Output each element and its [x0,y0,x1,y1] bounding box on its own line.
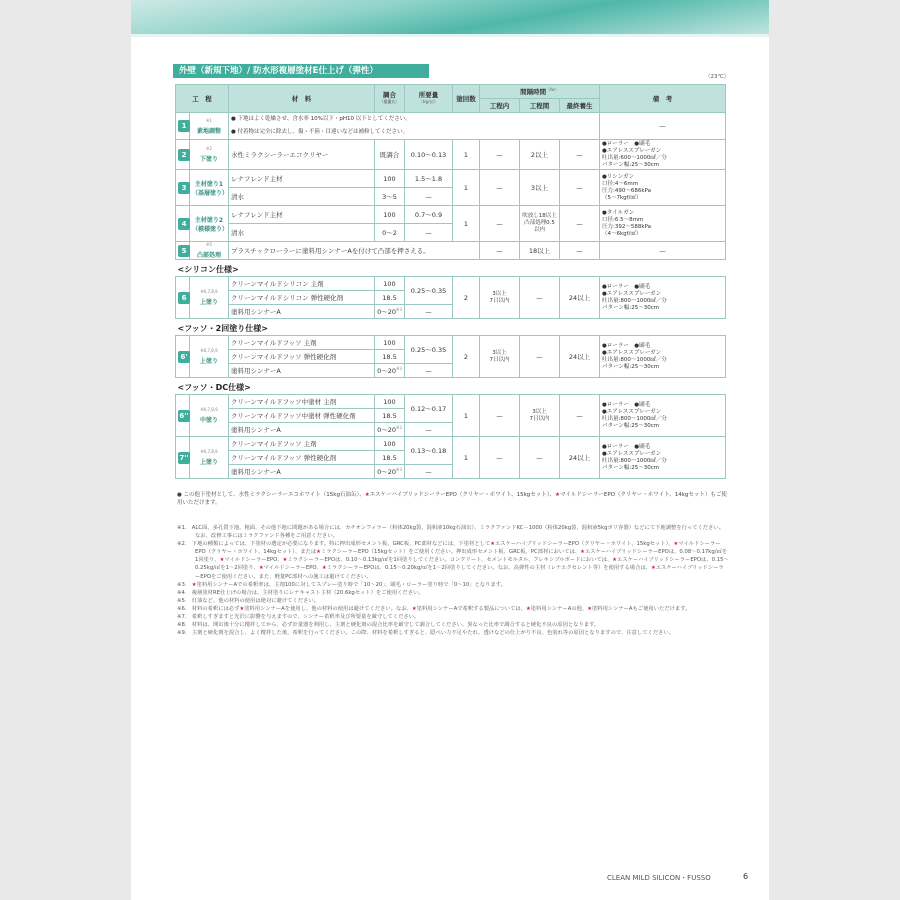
remark: — [600,242,726,260]
step-badge: 4 [178,218,190,230]
mix: 既調合 [375,140,405,170]
interval-in: 3以上 7日以内 [480,277,520,319]
interval-between: 吹放し18以上 凸部処理0.5以内 [520,206,560,242]
coats: 1 [453,140,480,170]
amount: — [405,188,453,206]
interval-final: — [560,395,600,437]
star-mark: ★ [612,557,618,564]
amount: 0.25〜0.35 [405,277,453,305]
step-name: 中塗り [199,417,218,424]
step-name: 主材塗り1 [194,180,224,188]
table-row: 6' $^{※6,7,8,9}$ 上塗り クリーンマイルドフッソ 主剤 100 0.25〜0.35 2 3以上 7日以内 — 24以上 ●ローラー ●刷毛 ●エアレススプレーガン 吐出量:800〜1000㎖／分 パターン幅:25〜30cm [176,336,726,350]
note-item: ※4. 複層塗材RE仕上げの場合は、主材塗りにレナキャスト主材（20.6kgセット）をご使用ください。 [177,589,424,596]
top-divider [131,34,769,37]
header-material: 材 料 [229,85,375,113]
star-mark: ★ [411,605,417,612]
spec-title: 外壁（新規下地）/ 防水形複層塗材E仕上げ（弾性） [173,64,429,78]
material: 塗料用シンナーA [229,423,375,437]
catalog-page [131,0,769,900]
step-badge: 5 [178,245,190,257]
mix: 0〜20$^{※3}$ [375,364,405,378]
interval-final: — [560,140,600,170]
step-name: 上塗り [199,358,218,365]
remark: ●タイルガン 口径:6.5〜8mm 圧力:392〜588kPa （4〜6kgf/㎠） [600,206,726,242]
material: クリーンマイルドフッソ 主剤 [229,336,375,350]
star-mark: ★ [239,605,245,612]
material: クリーンマイルドフッソ 主剤 [229,437,375,451]
header-final: 最終養生 [560,99,600,113]
interval-final: 24以上 [560,336,600,378]
mix: 18.5 [375,350,405,364]
note-item: ※9. 主剤と硬化剤を混合し、よく攪拌した後、希釈を行ってください。この際、材料を希釈しすぎると、隠ぺい力不足やたれ、透けなどの仕上がり不良、色別れ等の原因となりますので、注意してください。 [177,630,675,637]
material: レナフレンド主材 [229,206,375,224]
section-heading-row [176,260,726,277]
star-mark: ★ [587,605,592,612]
amount: 0.25〜0.35 [405,336,453,364]
header-remarks: 備 考 [600,85,726,113]
step-name: 主材塗り2 [194,216,224,224]
header-process: 工 程 [176,85,229,113]
coats: 1 [453,170,480,206]
interval-between: 3以上 [520,170,560,206]
footer-product-name: CLEAN MILD SILICON・FUSSO [607,874,711,882]
interval-in: — [480,206,520,242]
remark: ●リシンガン 口径:4〜6mm 圧力:490〜686kPa （5〜7kgf/㎠） [600,170,726,206]
table-row: 4 主材塗り2 （模様塗り） レナフレンド主材 100 0.7〜0.9 1 — 吹放し18以上 凸部処理0.5以内 — ●タイルガン 口径:6.5〜8mm 圧力:392〜588kPa （4〜6kgf/㎠） [176,206,726,224]
material: クリーンマイルドシリコン 主剤 [229,277,375,291]
section-fussodc-heading: <フッソ・DC仕様> [176,378,726,395]
note-item: ※7. 希釈しすぎますと光沢に影響を与えますので、シンナー希釈率及び所要量を厳守してください。 [177,614,420,621]
step-badge: 6'' [179,411,189,420]
star-mark: ★ [673,541,679,548]
mix: 100 [375,206,405,224]
header-coats: 塗回数 [453,85,480,113]
table-row: 7'' $^{※6,7,8,9}$ 上塗り クリーンマイルドフッソ 主剤 100 0.13〜0.18 1 — — 24以上 ●ローラー ●刷毛 ●エアレススプレーガン 吐出量:800〜1000㎖／分 パターン幅:25〜30cm [176,437,726,451]
note-item: ※3. ★塗料用シンナーAでの希釈率は、主剤100に対してスプレー塗り時で「10〜20」、刷毛・ローラー塗り時で「0〜10」となります。 [177,581,506,588]
page-number: 6 [743,872,749,881]
material: クリーンマイルドシリコン 弾性硬化剤 [229,291,375,305]
amount: — [405,465,453,479]
mix: 0〜2 [375,224,405,242]
amount: — [405,224,453,242]
step-name: 下塗り [199,156,218,163]
mix: 100 [375,170,405,188]
amount: 1.5〜1.8 [405,170,453,188]
amount: 0.12〜0.17 [405,395,453,423]
interval-between: 3以上 7日以内 [520,395,560,437]
coats: 2 [453,277,480,319]
step-badge: 3 [178,182,190,194]
base-prep-text2: ● 付着物は完全に除去し、傷・不陸・目違いなどは補修してください。 [229,126,600,140]
step-name: 凸部処理 [196,252,221,259]
interval-between: 2以上 [520,140,560,170]
mix: 100 [375,277,405,291]
star-mark: ★ [321,565,327,572]
star-mark: ★ [580,549,585,556]
top-decorative-band [131,0,769,34]
star-mark: ★ [364,492,370,498]
remark: ●ローラー ●刷毛 ●エアレススプレーガン 吐出量:800〜1000㎖／分 パターン幅:25〜30cm [600,336,726,378]
interval-in: — [480,140,520,170]
star-mark: ★ [316,549,321,556]
interval-in: — [480,242,520,260]
note-item: ※8. 材料は、開缶後十分に攪拌してから、必ず計量器を利用し、主剤と硬化剤の混合比率を厳守して調合してください。異なった比率で調合すると硬化不良の原因となります。 [177,622,600,629]
table-row: 6'' $^{※6,7,8,9}$ 中塗り クリーンマイルドフッソ中塗材 主剤 100 0.12〜0.17 1 — 3以上 7日以内 — ●ローラー ●刷毛 ●エアレススプレーガン 吐出量:800〜1000㎖／分 パターン幅:25〜30cm [176,395,726,409]
star-mark: ★ [526,605,531,612]
temperature-note: （23℃） [705,74,730,80]
step-name: 上塗り [199,459,218,466]
star-mark: ★ [650,565,656,572]
table-row: 5 $^{※5}$ 凸部処理 プラスチックローラーに塗料用シンナーAを付けて凸部を押さえる。 — 18以上 — — [176,242,726,260]
material: クリーンマイルドフッソ 弾性硬化剤 [229,451,375,465]
coats: 2 [453,336,480,378]
step-badge: 1 [178,120,190,132]
interval-final: 24以上 [560,277,600,319]
mix: 100 [375,336,405,350]
coats: 1 [453,437,480,479]
mix: 100 [375,395,405,409]
material: クリーンマイルドフッソ 弾性硬化剤 [229,350,375,364]
step-badge: 6 [178,292,190,304]
coats: 1 [453,395,480,437]
material: クリーンマイルドフッソ中塗材 主剤 [229,395,375,409]
table-row: 6 $^{※6,7,8,9}$ 上塗り クリーンマイルドシリコン 主剤 100 0.25〜0.35 2 3以上 7日以内 — 24以上 ●ローラー ●刷毛 ●エアレススプレーガン 吐出量:800〜1000㎖／分 パターン幅:25〜30cm [176,277,726,291]
interval-in: — [480,170,520,206]
note-item: ※1. ALC面、多孔質下地、粗面、その他下地に問題がある場合には、カチオンフィラー（粉体20kg袋、混和液10kg石油缶）、ミラクファンドKC－1000（粉体20kg袋、混和液5kgポリ容器）などにて下地調整を行ってください。なお、改修工事にはミラクファンド各種をご用意ください。 [177,525,724,540]
mix: 0〜20$^{※3}$ [375,305,405,319]
section-silicon-heading: <シリコン仕様> [176,260,726,277]
remark: ●ローラー ●刷毛 ●エアレススプレーガン 吐出量:800〜1000㎖／分 パターン幅:25〜30cm [600,395,726,437]
note-item: ※5. 灯油など、他の材料の使用は絶対に避けてください。 [177,597,319,604]
interval-final: — [560,170,600,206]
note-item: ※6. 材料の希釈には必ず★塗料用シンナーAを使用し、他の材料の使用は避けてください。なお、★塗料用シンナーAで希釈する製品については、★塗料用シンナーAの他、★塗料用シンナーAもご使用いただけます。 [177,605,691,612]
header-between: 工程間 [520,99,560,113]
amount: — [405,423,453,437]
interval-between: — [520,336,560,378]
amount: 0.13〜0.18 [405,437,453,465]
step-badge: 2 [178,149,190,161]
material: 水性ミラクシーラーエコクリヤー [229,140,375,170]
remark: ●ローラー ●刷毛 ●エアレススプレーガン 吐出量:800〜1000㎖／分 パターン幅:25〜30cm [600,277,726,319]
note-item: ※2. 下地の種類によっては、下塗材の選定が必要になります。特に押出成形セメント板、GRC板、PC部材などには、下塗材として★エスケーハイブリッドシーラーEPO（クリヤー・ホワイト、15kgセット）、★マイルドシーラーEPO（クリヤー・ホワイト、14kgセット）、または★ミラクシーラーEPO（15kgセット）をご使用ください。押出成形セメント板、GRC板、PC部材においては、★エスケーハイブリッドシーラーEPOは、0.08〜0.17kg/㎡を1回塗り、★マイルドシーラーEPO、★ミラクシーラーEPOは、0.10〜0.13kg/㎡を1回塗りしてください。コンクリート、セメントモルタル、フレキシブルボードにおいては、★エスケーハイブリッドシーラーEPOは、0.15〜0.25kg/㎡を1〜2回塗り、★マイルドシーラーEPO、★ミラクシーラーEPOは、0.15〜0.20kg/㎡を1〜2回塗りしてください。なお、高弾性の主材（レナエクセレント等）を使用する場合は、★エスケーハイブリッドシーラーEPOをご使用ください。また、軽量PC部材への施工は避けてください。 [177,541,729,580]
material: 塗料用シンナーA [229,305,375,319]
table-row: 1 $^{※1}$ 素地調整 ● 下地はよく乾燥させ、含水率 10%以下・pH10 以下としてください。 — [176,113,726,127]
interval-between: — [520,277,560,319]
table-header-row [176,85,726,99]
interval-final: 24以上 [560,437,600,479]
remark: ●ローラー ●刷毛 ●エアレススプレーガン 吐出量:800〜1000㎖／分 パターン幅:25〜30cm [600,437,726,479]
step-badge: 7'' [179,453,189,462]
mix: 18.5 [375,291,405,305]
material: 清水 [229,224,375,242]
mix: 18.5 [375,409,405,423]
mix: 0〜20$^{※3}$ [375,465,405,479]
section-heading-row [176,378,726,395]
interval-final: — [560,206,600,242]
interval-in: — [480,395,520,437]
remark: — [600,113,726,140]
header-mix: 調合 $^{(重量比)}$ [375,85,405,113]
star-mark: ★ [282,557,288,564]
star-mark: ★ [219,557,225,564]
mix: 18.5 [375,451,405,465]
header-interval: 間隔時間$^{(hr)}$ [480,85,600,99]
header-amount: 所要量 $^{(kg/㎡)}$ [405,85,453,113]
amount: — [405,364,453,378]
mix: 0〜20$^{※3}$ [375,423,405,437]
material: 塗料用シンナーA [229,364,375,378]
notes-list [177,524,729,637]
primer-footnote: ● この他下塗材として、水性ミラクシーラーエコホワイト（15kg石油缶）、★エスケーハイブリッドシーラーEPO（クリヤー・ホワイト、15kgセット）、★マイルドシーラーEPO（クリヤー・ホワイト、14kgセット）もご使用いただけます。 [177,492,727,506]
mix: 3〜5 [375,188,405,206]
interval-between: 18以上 [520,242,560,260]
section-heading-row [176,319,726,336]
coats: 1 [453,206,480,242]
material: クリーンマイルドフッソ中塗材 弾性硬化剤 [229,409,375,423]
material: レナフレンド主材 [229,170,375,188]
step-name: 素地調整 [196,127,221,135]
table-row: 2 $^{※2}$ 下塗り 水性ミラクシーラーエコクリヤー 既調合 0.10〜0.13 1 — 2以上 — ●ローラー ●刷毛 ●エアレススプレーガン 吐出量:600〜1000㎖／分 パターン幅:25〜30cm [176,140,726,170]
amount: 0.7〜0.9 [405,206,453,224]
section-fusso2-heading: <フッソ・2回塗り仕様> [176,319,726,336]
mix: 100 [375,437,405,451]
spec-table [175,84,726,479]
star-mark: ★ [258,565,264,572]
amount: 0.10〜0.13 [405,140,453,170]
amount: — [405,305,453,319]
interval-in: — [480,437,520,479]
material: プラスチックローラーに塗料用シンナーAを付けて凸部を押さえる。 [229,242,480,260]
step-badge: 6' [178,351,190,363]
step-name: 上塗り [199,299,218,306]
star-mark: ★ [490,541,495,548]
interval-final: — [560,242,600,260]
material: 塗料用シンナーA [229,465,375,479]
interval-between: — [520,437,560,479]
star-mark: ★ [555,492,560,498]
star-mark: ★ [191,581,197,588]
table-row: 3 主材塗り1 （基層塗り） レナフレンド主材 100 1.5〜1.8 1 — 3以上 — ●リシンガン 口径:4〜6mm 圧力:490〜686kPa （5〜7kgf/㎠） [176,170,726,188]
base-prep-text1: ● 下地はよく乾燥させ、含水率 10%以下・pH10 以下としてください。 [229,113,600,127]
material: 清水 [229,188,375,206]
remark: ●ローラー ●刷毛 ●エアレススプレーガン 吐出量:600〜1000㎖／分 パターン幅:25〜30cm [600,140,726,170]
interval-in: 3以上 7日以内 [480,336,520,378]
header-in-process: 工程内 [480,99,520,113]
